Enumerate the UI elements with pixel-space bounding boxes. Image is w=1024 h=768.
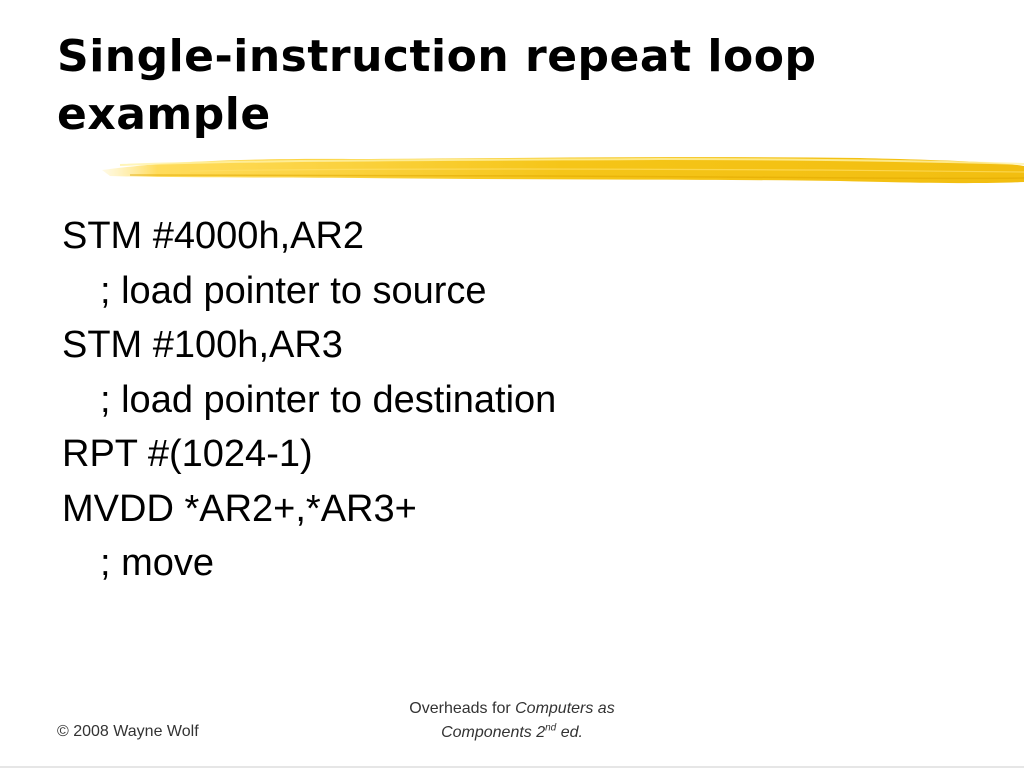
footer-edition-suffix: ed. — [556, 724, 583, 741]
footer-credit-line-1 — [352, 697, 672, 721]
code-line-stm-100h: STM #100h,AR3 — [62, 324, 343, 366]
footer-credit-line-2 — [352, 721, 672, 745]
code-comment-load-source: ; load pointer to source — [100, 269, 487, 312]
code-line-rpt: RPT #(1024-1) — [62, 433, 313, 475]
footer-overheads-prefix: Overheads for — [409, 700, 516, 717]
code-line-mvdd: MVDD *AR2+,*AR3+ — [62, 487, 417, 530]
slide-title: Single-instruction repeat loop example — [57, 31, 817, 140]
code-listing — [62, 209, 962, 591]
code-comment-move: ; move — [100, 542, 215, 584]
footer-book-title-1: Computers as — [515, 700, 615, 717]
code-comment-load-destination: ; load pointer to destination — [100, 378, 557, 421]
footer-edition-superscript: nd — [545, 722, 557, 734]
code-line-stm-4000h: STM #4000h,AR2 — [62, 215, 365, 257]
highlighter-stroke — [100, 148, 1024, 190]
footer-book-credit — [352, 697, 672, 745]
footer-book-title-2: Components 2 — [441, 724, 546, 741]
footer-copyright: © 2008 Wayne Wolf — [57, 723, 199, 740]
